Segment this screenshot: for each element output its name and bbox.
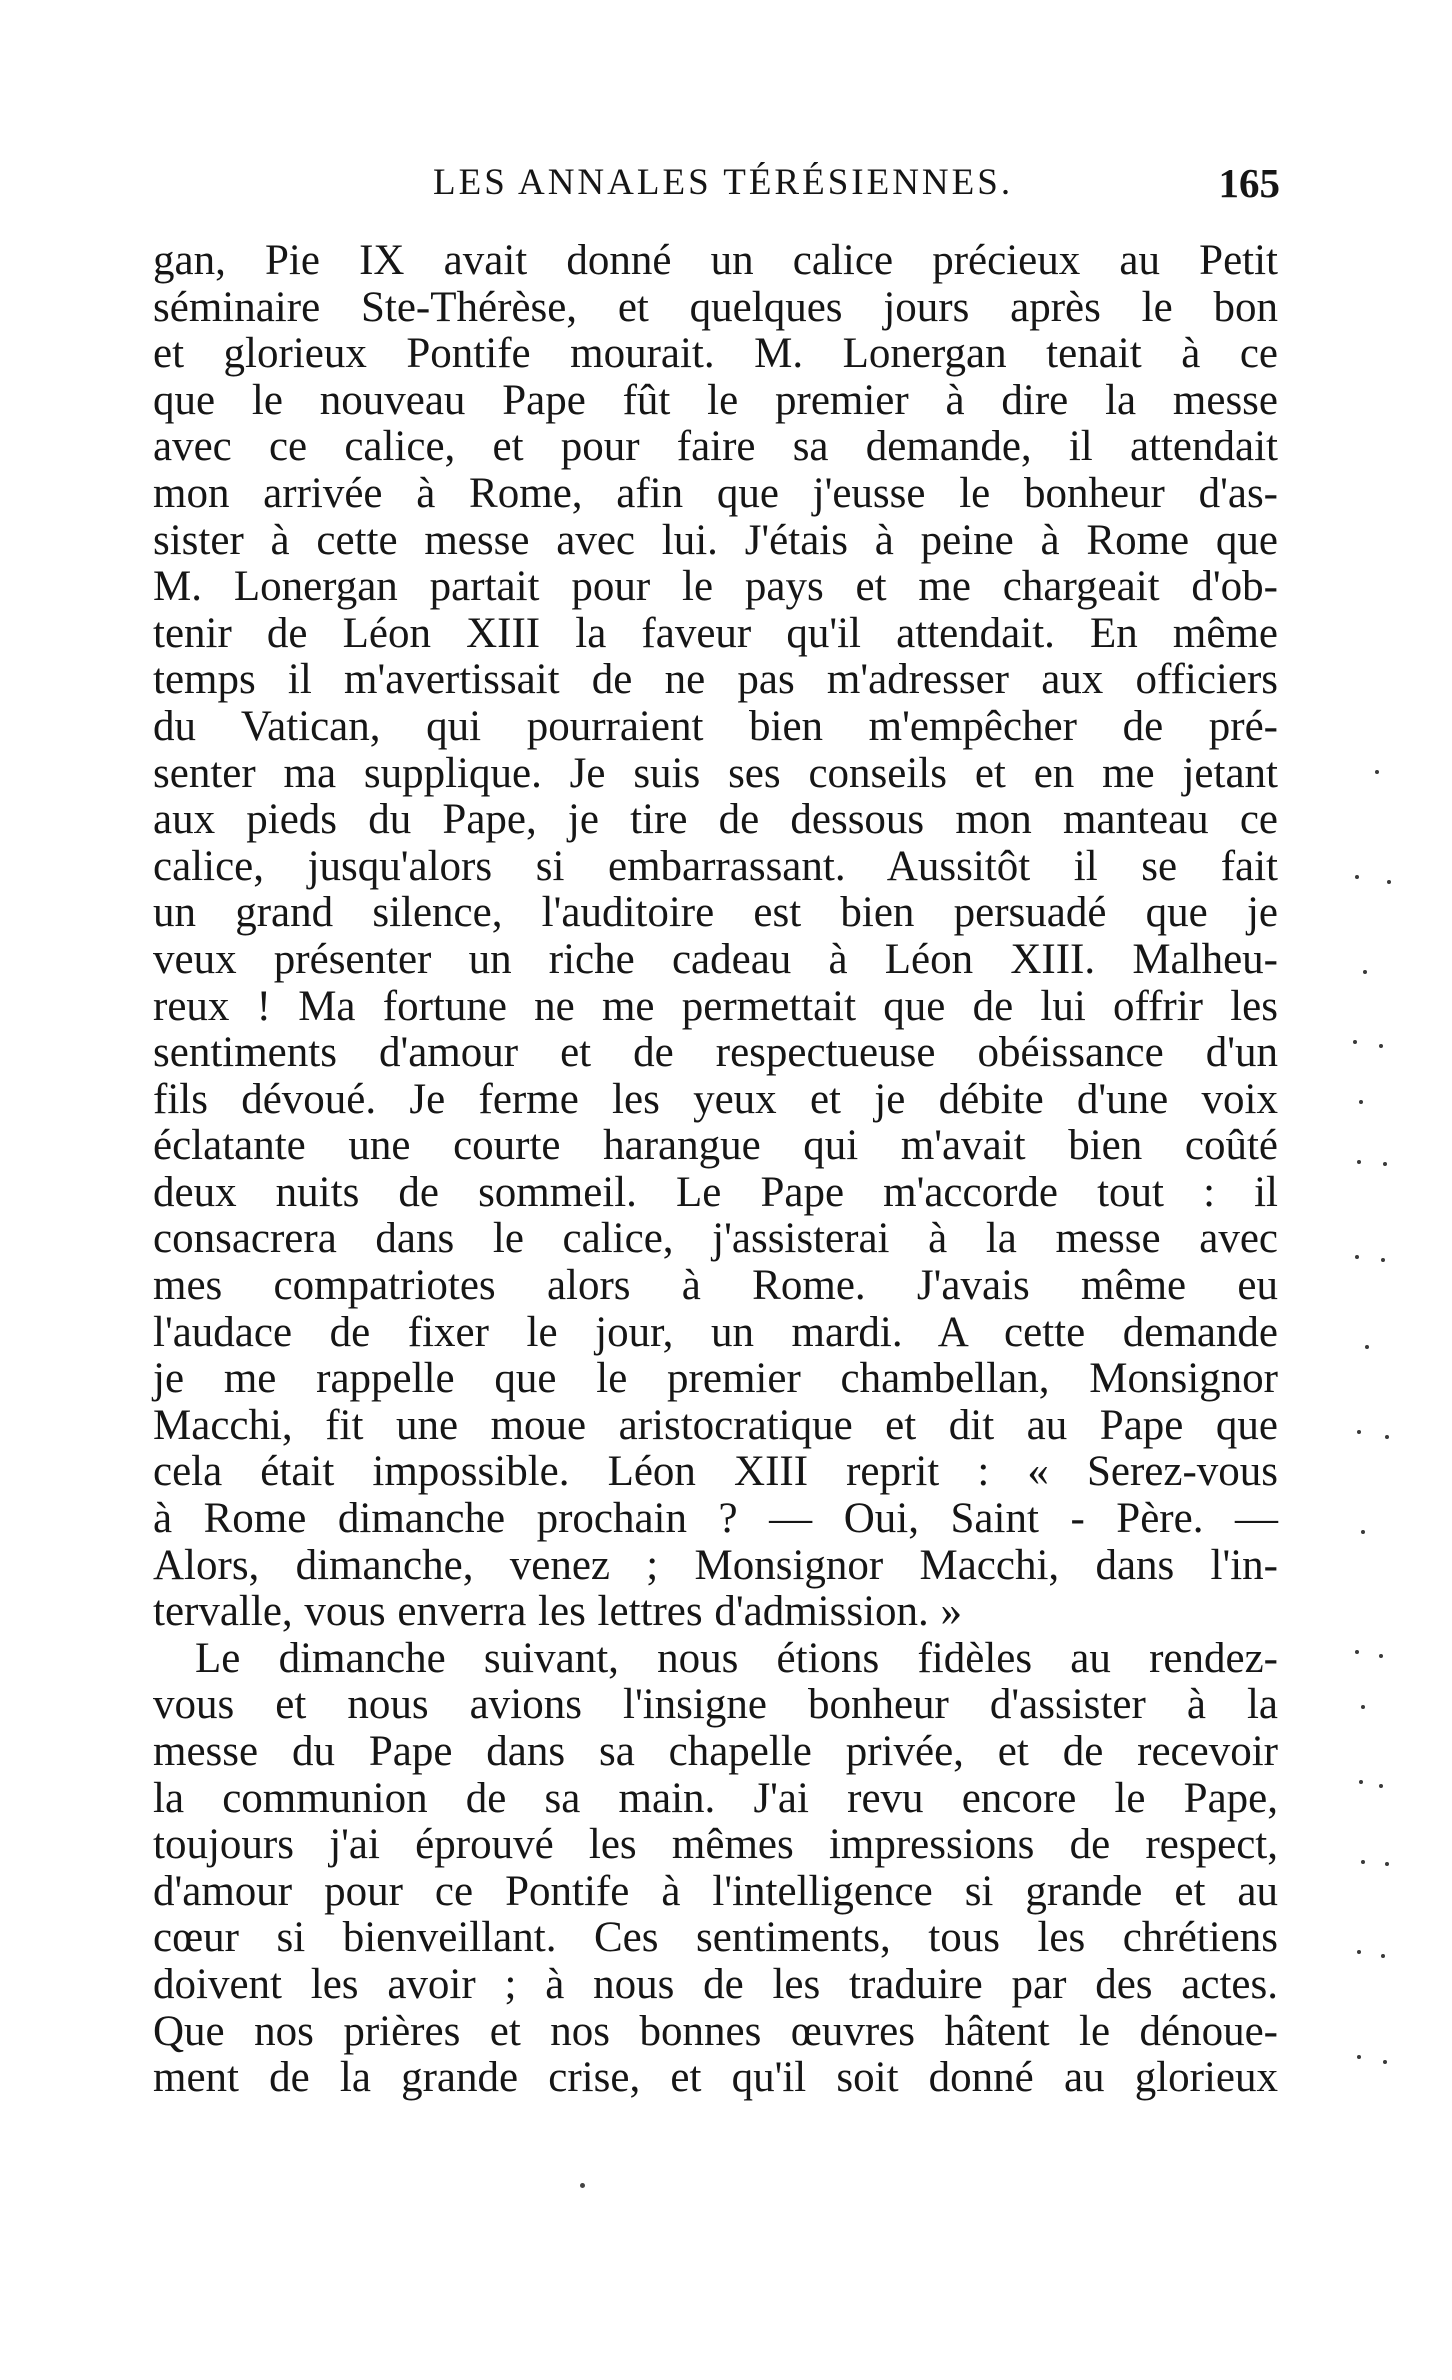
page-header xyxy=(155,158,1280,208)
speck-mark xyxy=(1359,1100,1363,1104)
text-line: avec ce calice, et pour faire sa demande, il attendait xyxy=(153,423,1278,471)
text-line-paragraph-start: Le dimanche suivant, nous étions fidèles au rendez- xyxy=(195,1634,1278,1682)
speck-mark xyxy=(1383,2060,1387,2064)
text-line: cela était impossible. Léon XIII reprit : « Serez-vous xyxy=(153,1448,1278,1496)
text-line: Que nos prières et nos bonnes œuvres hâtent le dénoue- xyxy=(153,2007,1278,2055)
text-line: du Vatican, qui pourraient bien m'empêcher de pré- xyxy=(153,702,1278,750)
speck-mark xyxy=(1375,770,1379,774)
speck-mark xyxy=(1385,1435,1389,1439)
text-line: fils dévoué. Je ferme les yeux et je débite d'une voix xyxy=(153,1075,1278,1123)
speck-mark xyxy=(1357,2055,1361,2059)
text-line: séminaire Ste-Thérèse, et quelques jours après le bon xyxy=(153,283,1278,331)
speck-mark xyxy=(1355,1255,1359,1259)
speck-mark xyxy=(1379,1784,1383,1788)
running-title: LES ANNALES TÉRÉSIENNES. xyxy=(433,162,1014,203)
text-line: sister à cette messe avec lui. J'étais à peine à Rome que xyxy=(153,516,1278,564)
text-line: consacrera dans le calice, j'assisterai à la messe avec xyxy=(153,1215,1278,1263)
text-line: messe du Pape dans sa chapelle privée, et de recevoir xyxy=(153,1728,1278,1775)
printer-mark-dot xyxy=(580,2183,585,2188)
text-line: cœur si bienveillant. Ces sentiments, tous les chrétiens xyxy=(153,1914,1278,1962)
body-text xyxy=(153,238,1278,2102)
text-line: toujours j'ai éprouvé les mêmes impressions de respect, xyxy=(153,1821,1278,1869)
text-line: ment de la grande crise, et qu'il soit donné au glorieux xyxy=(153,2054,1278,2102)
speck-mark xyxy=(1361,1530,1365,1534)
text-line: veux présenter un riche cadeau à Léon XIII. Malheu- xyxy=(153,935,1278,983)
text-line: la communion de sa main. J'ai revu encore le Pape, xyxy=(153,1774,1278,1822)
text-line: tenir de Léon XIII la faveur qu'il attendait. En même xyxy=(153,609,1278,657)
text-line: éclatante une courte harangue qui m'avait bien coûté xyxy=(153,1122,1278,1170)
speck-mark xyxy=(1361,1860,1365,1864)
speck-mark xyxy=(1355,875,1359,879)
text-line: vous et nous avions l'insigne bonheur d'assister à la xyxy=(153,1681,1278,1729)
text-line: et glorieux Pontife mourait. M. Lonergan tenait à ce xyxy=(153,330,1278,378)
text-line: sentiments d'amour et de respectueuse obéissance d'un xyxy=(153,1029,1278,1077)
text-line-paragraph-end: tervalle, vous enverra les lettres d'admission. » xyxy=(153,1588,963,1636)
speck-mark xyxy=(1385,1862,1389,1866)
speck-mark xyxy=(1381,1258,1385,1262)
text-line: mon arrivée à Rome, afin que j'eusse le bonheur d'as- xyxy=(153,469,1278,517)
text-line: à Rome dimanche prochain ? — Oui, Saint - Père. — xyxy=(153,1495,1278,1543)
speck-mark xyxy=(1357,1160,1361,1164)
speck-mark xyxy=(1359,1780,1363,1784)
speck-mark xyxy=(1379,1044,1383,1048)
speck-mark xyxy=(1379,1654,1383,1658)
speck-mark xyxy=(1383,1162,1387,1166)
speck-mark xyxy=(1353,1040,1357,1044)
speck-mark xyxy=(1361,1705,1365,1709)
text-line: doivent les avoir ; à nous de les traduire par des actes. xyxy=(153,1960,1278,2008)
text-line: Alors, dimanche, venez ; Monsignor Macchi, dans l'in- xyxy=(153,1541,1278,1589)
text-line: que le nouveau Pape fût le premier à dire la messe xyxy=(153,376,1278,424)
speck-mark xyxy=(1365,1345,1369,1349)
text-line: calice, jusqu'alors si embarrassant. Aussitôt il se fait xyxy=(153,842,1278,890)
text-line: l'audace de fixer le jour, un mardi. A cette demande xyxy=(153,1308,1278,1356)
text-line: mes compatriotes alors à Rome. J'avais même eu xyxy=(153,1262,1278,1310)
speck-mark xyxy=(1355,1650,1359,1654)
text-line: un grand silence, l'auditoire est bien persuadé que je xyxy=(153,889,1278,937)
text-line: senter ma supplique. Je suis ses conseils et en me jetant xyxy=(153,749,1278,797)
text-line: temps il m'avertissait de ne pas m'adresser aux officiers xyxy=(153,656,1278,704)
text-line: je me rappelle que le premier chambellan, Monsignor xyxy=(153,1355,1278,1403)
text-line: gan, Pie IX avait donné un calice précieux au Petit xyxy=(153,237,1278,284)
speck-mark xyxy=(1357,1950,1361,1954)
text-line: M. Lonergan partait pour le pays et me chargeait d'ob- xyxy=(153,563,1278,611)
text-line: aux pieds du Pape, je tire de dessous mon manteau ce xyxy=(153,796,1278,844)
speck-mark xyxy=(1363,970,1367,974)
show-through-speckle xyxy=(1335,770,1405,2110)
text-line: Macchi, fit une moue aristocratique et dit au Pape que xyxy=(153,1401,1278,1449)
text-line: reux ! Ma fortune ne me permettait que de lui offrir les xyxy=(153,982,1278,1030)
page-number: 165 xyxy=(1218,160,1280,206)
speck-mark xyxy=(1387,880,1391,884)
speck-mark xyxy=(1381,1954,1385,1958)
text-line: d'amour pour ce Pontife à l'intelligence si grande et au xyxy=(153,1867,1278,1915)
text-line: deux nuits de sommeil. Le Pape m'accorde tout : il xyxy=(153,1168,1278,1216)
speck-mark xyxy=(1357,1430,1361,1434)
